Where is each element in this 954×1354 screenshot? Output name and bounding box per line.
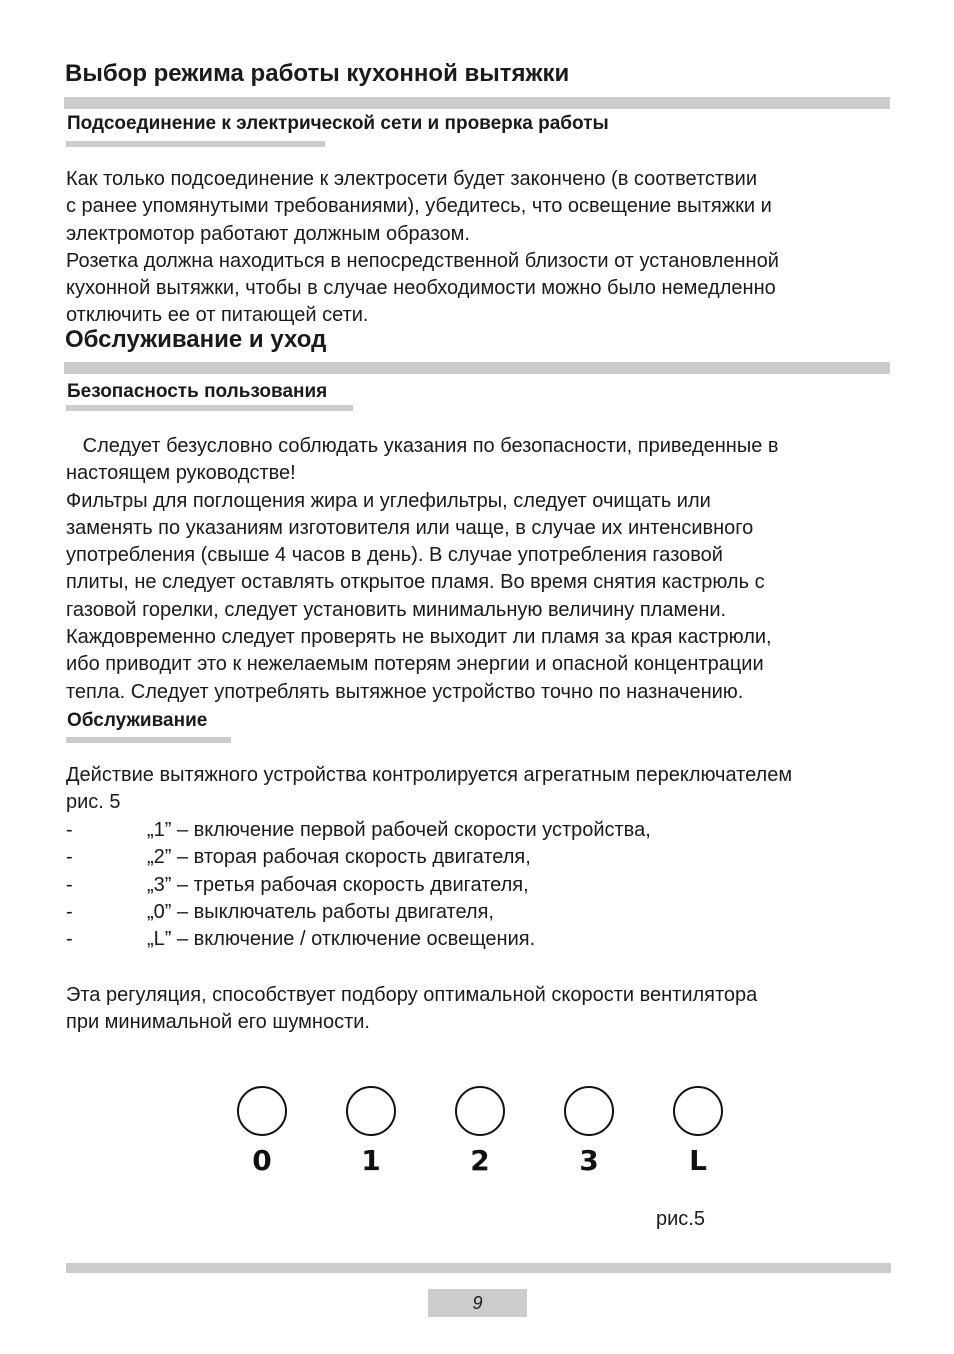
text-line: рис. 5 (66, 791, 121, 814)
text-line: Розетка должна находиться в непосредственной близости от установленной (66, 249, 779, 272)
list-dash: - (66, 873, 73, 896)
section-title-maintenance-care: Обслуживание и уход (65, 326, 327, 353)
text-line: Как только подсоединение к электросети будет закончено (в соответствии (66, 168, 758, 190)
paragraph-usage-safety (66, 433, 906, 706)
list-dash: - (66, 846, 73, 869)
title-underline-bar (64, 97, 890, 109)
switch-functions-list (66, 817, 651, 953)
paragraph-electrical-connection (66, 166, 906, 330)
title-underline-bar (64, 362, 890, 374)
list-dash: - (66, 819, 73, 841)
button-circle-icon (564, 1086, 614, 1136)
text-line: ибо приводит это к нежелаемым потерям энергии и опасной концентрации (66, 653, 764, 676)
list-item-text: „L” – включение / отключение освещения. (147, 928, 536, 951)
control-button-1[interactable] (316, 1086, 426, 1176)
text-line: употребления (свыше 4 часов в день). В случае употребления газовой (66, 544, 723, 567)
button-circle-icon (455, 1086, 505, 1136)
list-item (66, 844, 651, 871)
button-label: 0 (252, 1144, 272, 1177)
footer-divider-bar (66, 1263, 891, 1273)
text-line: Эта регуляция, способствует подбору оптимальной скорости вентилятора (66, 984, 758, 1006)
figure-caption: рис.5 (656, 1208, 705, 1230)
list-item (66, 872, 651, 899)
text-line: Действие вытяжного устройства контролируется агрегатным переключателем (66, 764, 793, 786)
text-line: настоящем руководстве! (66, 462, 296, 485)
text-line: Каждовременно следует проверять не выходит ли пламя за края кастрюли, (66, 626, 772, 649)
paragraph-maintenance-intro (66, 762, 906, 817)
text-line: при минимальной его шумности. (66, 1011, 370, 1034)
list-item-text: „3” – третья рабочая скорость двигателя, (147, 873, 529, 896)
section-title-mode-selection: Выбор режима работы кухонной вытяжки (65, 60, 570, 87)
text-line: тепла. Следует употреблять вытяжное устройство точно по назначению. (66, 680, 744, 703)
list-item-text: „0” – выключатель работы двигателя, (147, 900, 494, 923)
control-button-2[interactable] (425, 1086, 535, 1176)
subtitle-usage-safety: Безопасность пользования (67, 381, 328, 402)
button-circle-icon (346, 1086, 396, 1136)
list-dash: - (66, 900, 73, 923)
subtitle-underline-bar (66, 141, 325, 147)
subtitle-underline-bar (66, 405, 353, 411)
button-label: 1 (361, 1144, 381, 1177)
list-dash: - (66, 928, 73, 951)
list-item (66, 899, 651, 926)
text-line: плиты, не следует оставлять открытое пламя. Во время снятия кастрюль с (66, 571, 765, 594)
text-line: Фильтры для поглощения жира и углефильтры, следует очищать или (66, 489, 711, 512)
list-item (66, 817, 651, 844)
button-circle-icon (237, 1086, 287, 1136)
text-line: отключить ее от питающей сети. (66, 304, 369, 327)
subtitle-maintenance: Обслуживание (67, 710, 208, 731)
list-item (66, 926, 651, 953)
list-item-text: „2” – вторая рабочая скорость двигателя, (147, 846, 531, 869)
list-item-text: „1” – включение первой рабочей скорости устройства, (147, 819, 651, 841)
text-line: Следует безусловно соблюдать указания по безопасности, приведенные в (66, 435, 779, 457)
subtitle-electrical-connection: Подсоединение к электрической сети и проверка работы (67, 113, 609, 134)
text-line: кухонной вытяжки, чтобы в случае необходимости можно было немедленно (66, 277, 776, 300)
text-line: заменять по указаниям изготовителя или чаще, в случае их интенсивного (66, 516, 754, 539)
subtitle-underline-bar (66, 737, 231, 743)
control-button-3[interactable] (534, 1086, 644, 1176)
text-line: газовой горелки, следует установить минимальную величину пламени. (66, 598, 727, 621)
text-line: электромотор работают должным образом. (66, 222, 470, 245)
button-label: L (689, 1144, 707, 1177)
page-number: 9 (428, 1289, 527, 1317)
button-label: 2 (470, 1144, 490, 1177)
text-line: с ранее упомянутыми требованиями), убедитесь, что освещение вытяжки и (66, 195, 772, 218)
control-button-0[interactable] (207, 1086, 317, 1176)
paragraph-maintenance-outro (66, 982, 906, 1037)
button-label: 3 (579, 1144, 599, 1177)
button-circle-icon (673, 1086, 723, 1136)
control-button-light[interactable] (643, 1086, 753, 1176)
control-panel-figure (236, 1086, 726, 1186)
